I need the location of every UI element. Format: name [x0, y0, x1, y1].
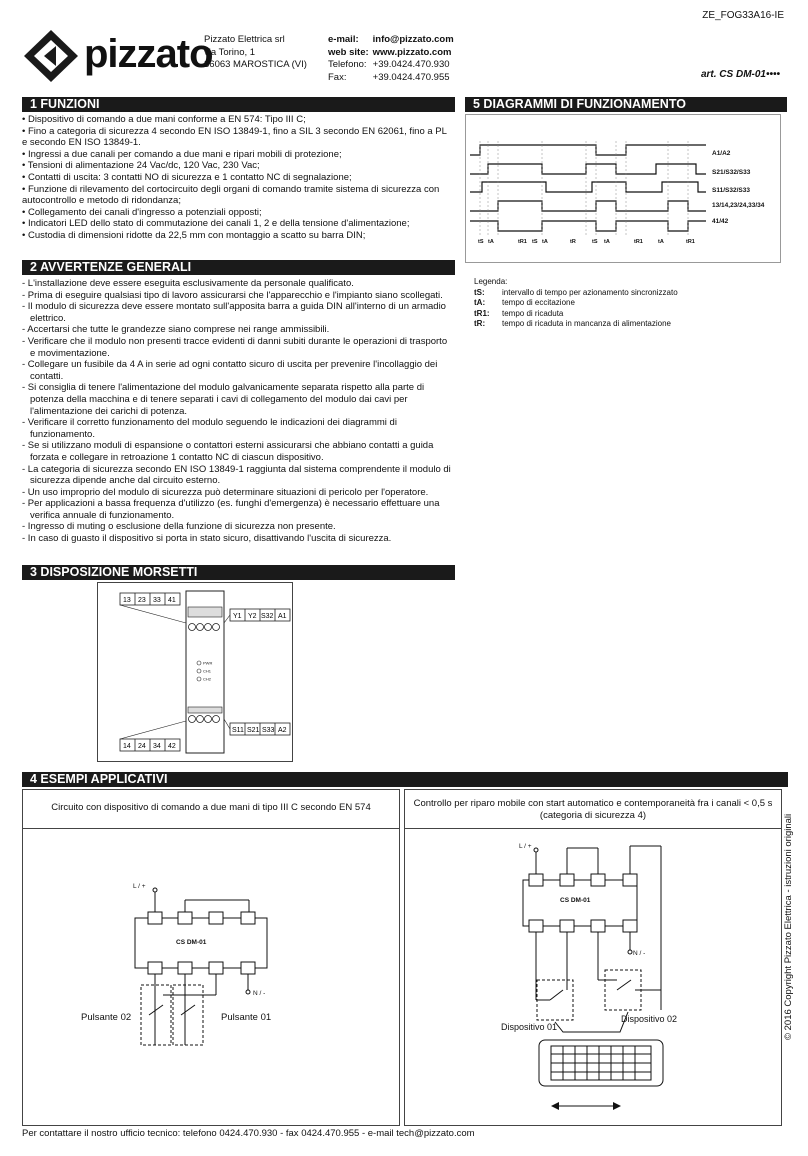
- time-label: tR1: [518, 239, 527, 245]
- supply-label: L / +: [133, 883, 146, 890]
- fax-label: Fax:: [328, 71, 347, 83]
- time-label: tR1: [634, 239, 643, 245]
- legend-text: intervallo di tempo per azionamento sincronizzato: [502, 287, 678, 297]
- company-contacts: [328, 34, 454, 84]
- section-2-header: 2 AVVERTENZE GENERALI: [22, 260, 455, 275]
- dispositivo-01-label: Dispositivo 01: [501, 1022, 558, 1032]
- led-label: CH2: [203, 676, 212, 682]
- signal-label: S21/S32/S33: [712, 169, 751, 176]
- device-label: CS DM-01: [176, 939, 207, 946]
- device-label: CS DM-01: [560, 897, 591, 904]
- list-item: - La categoria di sicurezza secondo EN ISO 13849-1 raggiunta dal sistema comprendente il modulo di sicurezza dipende anche dal circuito esterno.: [22, 463, 451, 487]
- terminal-label: Y2: [248, 613, 257, 620]
- list-item: - Se si utilizzano moduli di espansione o contattori esterni assicurarsi che abbiano contatti a guida forzata e collegare in retroazione 1 contatto NC di ciascun dispositivo.: [22, 440, 434, 463]
- example-left-frame: [22, 789, 400, 1126]
- section-3-header: 3 DISPOSIZIONE MORSETTI: [22, 565, 455, 580]
- company-name: Pizzato Elettrica srl: [204, 34, 285, 45]
- time-label: tS: [592, 239, 598, 245]
- time-label: tR: [570, 239, 576, 245]
- avvertenze-list: [22, 278, 454, 545]
- footer-contact: Per contattare il nostro ufficio tecnico: telefono 0424.470.930 - fax 0424.470.955 - e-mail tech@pizzato.com: [22, 1128, 475, 1139]
- terminal-label: S21: [247, 727, 260, 734]
- time-label: tS: [532, 239, 538, 245]
- tel-value: +39.0424.470.930: [372, 59, 450, 70]
- list-item: - Si consiglia di tenere l'alimentazione del modulo galvanicamente separata rispetto alla parte di potenza della macchina e di tenere separati i cavi di collegamento del modulo dai cavi per l'alimentazione dei carichi di potenza.: [22, 382, 425, 417]
- list-item: • Collegamento dei canali d'ingresso a potenziali opposti;: [22, 206, 262, 218]
- web-link[interactable]: www.pizzato.com: [372, 46, 452, 58]
- terminal-label: 41: [168, 597, 176, 604]
- time-label: tA: [542, 239, 548, 245]
- terminal-layout-frame: [97, 582, 293, 762]
- list-item: • Dispositivo di comando a due mani conforme a EN 574: Tipo III C;: [22, 114, 306, 125]
- web-label: web site:: [328, 46, 369, 58]
- signal-label: A1/A2: [712, 150, 731, 157]
- signal-label: 13/14,23/24,33/34: [712, 202, 765, 209]
- terminal-label: A2: [278, 727, 287, 734]
- tel-label: Telefono:: [328, 59, 367, 70]
- timing-diagram: [466, 115, 780, 262]
- list-item: • Funzione di rilevamento del cortocircuito degli organi di comando tramite sistema di sicurezza con autocontrollo e metodo di ridondanza;: [22, 183, 440, 207]
- time-label: tA: [488, 239, 494, 245]
- fax-value: +39.0424.470.955: [372, 71, 450, 83]
- terminal-label: 34: [153, 743, 161, 750]
- list-item: • Contatti di uscita: 3 contatti NO di sicurezza e 1 contatto NC di segnalazione;: [22, 171, 352, 183]
- logo-diamond-icon: [22, 28, 80, 84]
- list-item: - Verificare il corretto funzionamento del modulo seguendo le indicazioni dei diagrammi di funzionamento.: [22, 417, 397, 440]
- terminal-label: 24: [138, 743, 146, 750]
- list-item: - L'installazione deve essere eseguita esclusivamente da personale qualificato.: [22, 278, 354, 289]
- legend-key: tA:: [474, 298, 486, 307]
- list-item: - Collegare un fusibile da 4 A in serie ad ogni contatto sicuro di uscita per prevenire l'incollaggio dei contatti.: [22, 359, 438, 382]
- time-label: tR1: [686, 239, 695, 245]
- led-label: CH1: [203, 668, 212, 674]
- list-item: • Tensioni di alimentazione 24 Vac/dc, 120 Vac, 230 Vac;: [22, 160, 260, 172]
- terminal-label: A1: [278, 613, 287, 620]
- circuit-guard: [405, 840, 781, 1124]
- copyright-notice: © 2016 Copyright Pizzato Elettrica - istruzioni originali: [783, 813, 794, 1040]
- terminal-label: 23: [138, 597, 146, 604]
- company-street: via Torino, 1: [204, 46, 256, 58]
- terminal-label: S11: [232, 727, 244, 734]
- list-item: - Un uso improprio del modulo di sicurezza può determinare situazioni di pericolo per l'operatore.: [22, 486, 429, 498]
- terminal-label: S33: [262, 727, 275, 734]
- example-left-caption: Circuito con dispositivo di comando a due mani di tipo III C secondo EN 574: [51, 802, 371, 813]
- terminal-label: 14: [123, 743, 131, 750]
- signal-label: S11/S32/S33: [712, 187, 750, 194]
- list-item: - Accertarsi che tutte le grandezze siano comprese nei range ammissibili.: [22, 324, 330, 336]
- terminal-label: 33: [153, 597, 161, 604]
- time-label: tA: [658, 239, 664, 245]
- email-link[interactable]: info@pizzato.com: [372, 34, 454, 45]
- legend-key: tR:: [474, 319, 486, 328]
- legend-key: tS:: [474, 287, 485, 297]
- section-4-header: 4 ESEMPI APPLICATIVI: [22, 772, 788, 787]
- terminal-label: 13: [123, 597, 131, 604]
- legend-text: tempo di eccitazione: [502, 298, 575, 307]
- legend-text: tempo di ricaduta: [502, 308, 564, 318]
- document-code: ZE_FOG33A16-IE: [702, 10, 784, 21]
- terminal-label: Y1: [233, 613, 242, 620]
- section-5-header: 5 DIAGRAMMI DI FUNZIONAMENTO: [465, 97, 787, 112]
- diagram-legend: [474, 277, 774, 330]
- neutral-label: N / -: [633, 950, 646, 957]
- company-city: 36063 MAROSTICA (VI): [204, 59, 307, 70]
- list-item: • Fino a categoria di sicurezza 4 secondo EN ISO 13849-1, fino a SIL 3 secondo EN 62061, fino a PL e secondo EN ISO 13849-1.: [22, 125, 447, 149]
- led-label: PWR: [203, 660, 213, 666]
- pulsante-02-label: Pulsante 02: [81, 1012, 132, 1023]
- example-right-caption: Controllo per riparo mobile con start automatico e contemporaneità fra i canali < 0,5 s (categoria di sicurezza 4): [413, 798, 773, 821]
- terminal-label: 42: [168, 743, 176, 750]
- funzioni-list: [22, 114, 452, 242]
- neutral-label: N / -: [253, 990, 266, 997]
- list-item: - Prima di eseguire qualsiasi tipo di lavoro assicurarsi che l'apparecchio e l'impianto siano scollegati.: [22, 289, 443, 301]
- pulsante-01-label: Pulsante 01: [221, 1012, 272, 1023]
- dispositivo-02-label: Dispositivo 02: [621, 1014, 678, 1024]
- list-item: - In caso di guasto il dispositivo si porta in stato sicuro, disattivando l'uscita di sicurezza.: [22, 533, 392, 545]
- timing-diagram-frame: [465, 114, 781, 263]
- company-address: [204, 34, 307, 72]
- list-item: - Per applicazioni a bassa frequenza d'utilizzo (es. funghi d'emergenza) è necessario effettuare una verifica annuale di funzionamento.: [22, 498, 440, 521]
- legend-title: Legenda:: [474, 277, 508, 286]
- section-1-header: 1 FUNZIONI: [22, 97, 455, 112]
- example-right-frame: [404, 789, 782, 1126]
- legend-text: tempo di ricaduta in mancanza di alimentazione: [502, 319, 671, 328]
- list-item: • Ingressi a due canali per comando a due mani e ripari mobili di protezione;: [22, 148, 342, 160]
- list-item: • Indicatori LED dello stato di commutazione dei canali 1, 2 e della tensione d'alimentazione;: [22, 218, 410, 230]
- list-item: • Custodia di dimensioni ridotte da 22,5 mm con montaggio a scatto su barra DIN;: [22, 229, 366, 241]
- circuit-two-hand: [23, 880, 399, 1125]
- terminal-label: S32: [261, 613, 274, 620]
- list-item: - Verificare che il modulo non presenti tracce evidenti di danni subiti durante le operazioni di trasporto e movimentazione.: [22, 335, 448, 359]
- email-label: e-mail:: [328, 34, 359, 45]
- terminal-layout-drawing: [98, 583, 292, 761]
- article-code: art. CS DM-01••••: [700, 69, 780, 80]
- signal-label: 41/42: [712, 218, 729, 225]
- time-label: tS: [478, 239, 484, 245]
- company-logo: [22, 28, 213, 84]
- supply-label: L / +: [519, 843, 532, 850]
- logo-wordmark: pizzato: [84, 32, 213, 76]
- legend-key: tR1:: [474, 308, 490, 318]
- list-item: - Ingresso di muting o esclusione della funzione di sicurezza non presente.: [22, 521, 336, 533]
- list-item: - Il modulo di sicurezza deve essere montato sull'apposita barra a guida DIN all'interno di un armadio elettrico.: [22, 301, 446, 324]
- time-label: tA: [604, 239, 610, 245]
